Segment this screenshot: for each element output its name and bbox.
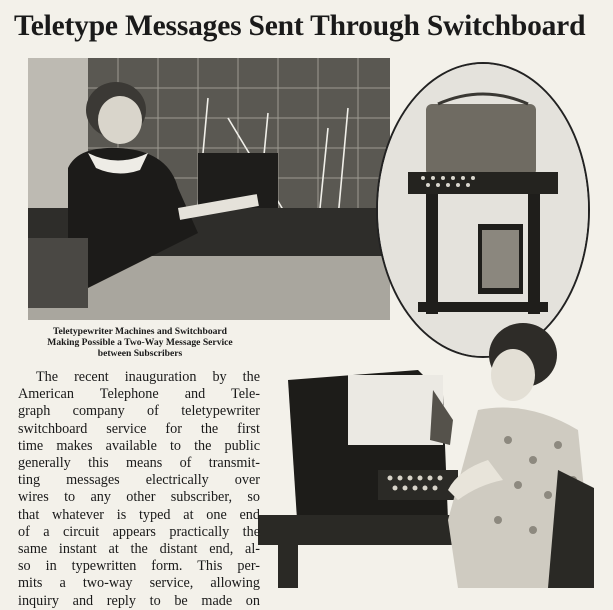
body-line: same instant at the distant end, al- <box>18 541 260 558</box>
body-line: American Telephone and Tele- <box>18 386 260 403</box>
body-line: of a circuit appears practically the <box>18 523 260 540</box>
body-line: time makes available to the public <box>18 437 260 454</box>
photo-caption <box>16 327 264 359</box>
body-line: generally this means of transmit- <box>18 455 260 472</box>
article-headline: Teletype Messages Sent Through Switchboard <box>14 10 586 42</box>
switchboard-photo <box>28 58 390 320</box>
body-line: that whatever is typed at one end <box>18 506 260 523</box>
operator-typing-photo <box>258 320 594 588</box>
article-body <box>18 369 260 610</box>
body-line: wires to any other subscriber, so <box>18 489 260 506</box>
body-line: mits a two-way service, allowing <box>18 575 260 592</box>
body-line: switchboard service for the first <box>18 420 260 437</box>
caption-line: Making Possible a Two-Way Message Service <box>47 336 233 348</box>
body-line: so in typewritten form. This per- <box>18 558 260 575</box>
body-line: The recent inauguration by the <box>36 369 260 385</box>
machine-on-stand-photo <box>376 62 590 358</box>
caption-line: between Subscribers <box>97 347 183 359</box>
body-line: ting messages electrically over <box>18 472 260 489</box>
body-line: graph company of teletypewriter <box>18 403 260 420</box>
caption-line: Teletypewriter Machines and Switchboard <box>52 326 228 337</box>
body-line: inquiry and reply to be made on <box>18 592 260 609</box>
